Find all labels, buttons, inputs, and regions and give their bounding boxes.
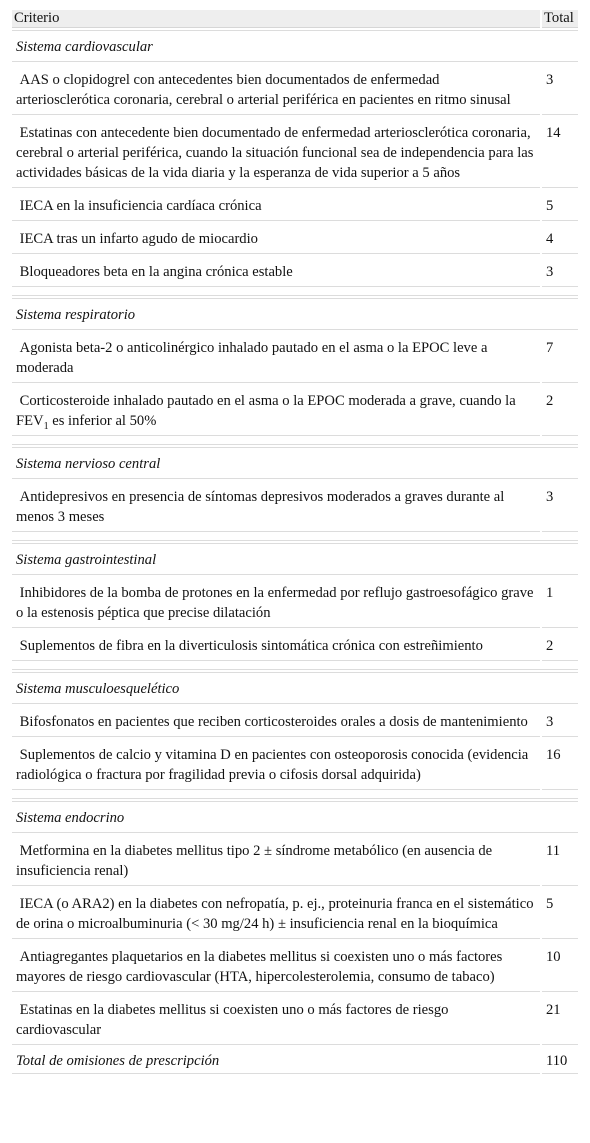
spacer-cell: [12, 289, 578, 296]
section-title: Sistema endocrino: [12, 801, 578, 833]
criterion-cell: [12, 481, 540, 532]
section-title: Sistema respiratorio: [12, 298, 578, 330]
table-row: [12, 941, 578, 992]
section-header-row: [12, 672, 578, 704]
spacer-cell: [12, 792, 578, 799]
criterion-text: Suplementos de calcio y vitamina D en pacientes con osteoporosis conocida (evidencia radiológica o fractura por fragilidad previa o cifosis dorsal adquirida): [16, 747, 529, 783]
total-cell: 11: [542, 835, 578, 886]
criterion-text: Corticosteroide inhalado pautado en el asma o la EPOC moderada a grave, cuando la FEV: [16, 393, 516, 429]
criterion-cell: [12, 385, 540, 436]
total-cell: 16: [542, 739, 578, 790]
total-cell: 5: [542, 888, 578, 939]
total-cell: 4: [542, 223, 578, 254]
table-row: [12, 117, 578, 188]
section-spacer: [12, 438, 578, 445]
total-cell: 14: [542, 117, 578, 188]
section-spacer: [12, 289, 578, 296]
criterion-text: Agonista beta-2 o anticolinérgico inhalado pautado en el asma o la EPOC leve a moderada: [16, 340, 488, 376]
table-row: [12, 64, 578, 115]
total-cell: 2: [542, 385, 578, 436]
criteria-table: [10, 8, 580, 1076]
total-cell: 3: [542, 64, 578, 115]
table-row: [12, 706, 578, 737]
table-row: [12, 223, 578, 254]
header-criterio: Criterio: [12, 10, 540, 28]
section-header-row: [12, 30, 578, 62]
table-row: [12, 481, 578, 532]
header-total: Total: [542, 10, 578, 28]
criterion-text: IECA en la insuficiencia cardíaca crónica: [19, 198, 262, 214]
criterion-cell: [12, 64, 540, 115]
total-cell: 7: [542, 332, 578, 383]
table-row: [12, 256, 578, 287]
table-row: [12, 630, 578, 661]
section-header-row: [12, 447, 578, 479]
total-cell: 21: [542, 994, 578, 1045]
total-cell: 3: [542, 706, 578, 737]
section-spacer: [12, 663, 578, 670]
spacer-cell: [12, 534, 578, 541]
criterion-text: Antiagregantes plaquetarios en la diabetes mellitus si coexisten uno o más factores mayores de riesgo cardiovascular (HTA, hipercolesterolemia, consumo de tabaco): [16, 949, 503, 985]
section-header-row: [12, 298, 578, 330]
table-row: [12, 385, 578, 436]
header-row: [12, 10, 578, 28]
total-label: Total de omisiones de prescripción: [12, 1047, 540, 1074]
section-spacer: [12, 792, 578, 799]
criterion-cell: [12, 994, 540, 1045]
section-header-row: [12, 801, 578, 833]
criterion-text: Inhibidores de la bomba de protones en la enfermedad por reflujo gastroesofágico grave o la estenosis péptica que precise dilatación: [16, 585, 534, 621]
criterion-cell: [12, 888, 540, 939]
criterion-cell: [12, 706, 540, 737]
criterion-text: Suplementos de fibra en la diverticulosis sintomática crónica con estreñimiento: [19, 638, 483, 654]
table-row: [12, 577, 578, 628]
total-cell: 1: [542, 577, 578, 628]
criterion-text: Estatinas con antecedente bien documentado de enfermedad arteriosclerótica coronaria, cerebral o arterial periférica, cuando la situación funcional sea de independencia para las actividades básicas de la vida diaria y la esperanza de vida superior a 5 años: [16, 125, 534, 181]
criterion-text: Metformina en la diabetes mellitus tipo 2 ± síndrome metabólico (en ausencia de insuficiencia renal): [16, 843, 493, 879]
section-header-row: [12, 543, 578, 575]
criterion-cell: [12, 117, 540, 188]
criterion-text: Bifosfonatos en pacientes que reciben corticosteroides orales a dosis de mantenimiento: [19, 714, 528, 730]
table-row: [12, 332, 578, 383]
section-title: Sistema nervioso central: [12, 447, 578, 479]
section-title: Sistema cardiovascular: [12, 30, 578, 62]
criterion-cell: [12, 577, 540, 628]
criterion-text: Bloqueadores beta en la angina crónica estable: [19, 264, 293, 280]
section-title: Sistema gastrointestinal: [12, 543, 578, 575]
total-row: [12, 1047, 578, 1074]
criterion-text: Antidepresivos en presencia de síntomas depresivos moderados a graves durante al menos 3 meses: [16, 489, 505, 525]
total-cell: 5: [542, 190, 578, 221]
criterion-cell: [12, 835, 540, 886]
criterion-cell: [12, 941, 540, 992]
total-cell: 2: [542, 630, 578, 661]
total-cell: 10: [542, 941, 578, 992]
criterion-cell: [12, 223, 540, 254]
criterion-cell: [12, 332, 540, 383]
total-cell: 3: [542, 256, 578, 287]
criterion-subscript: 1: [43, 420, 49, 432]
criterion-text: AAS o clopidogrel con antecedentes bien documentados de enfermedad arteriosclerótica coronaria, cerebral o arterial periférica en pacientes en ritmo sinusal: [16, 72, 511, 108]
table-row: [12, 739, 578, 790]
total-value: 110: [542, 1047, 578, 1074]
criterion-text: IECA (o ARA2) en la diabetes con nefropatía, p. ej., proteinuria franca en el sistemático de orina o microalbuminuria (< 30 mg/24 h) ± insuficiencia renal en la bioquímica: [16, 896, 534, 932]
spacer-cell: [12, 438, 578, 445]
table-row: [12, 835, 578, 886]
total-cell: 3: [542, 481, 578, 532]
spacer-cell: [12, 663, 578, 670]
criterion-cell: [12, 630, 540, 661]
table-body: [12, 30, 578, 1045]
criterion-cell: [12, 256, 540, 287]
criterion-text-after: es inferior al 50%: [48, 413, 157, 429]
criterion-text: Estatinas en la diabetes mellitus si coexisten uno o más factores de riesgo cardiovascular: [16, 1002, 449, 1038]
table-row: [12, 994, 578, 1045]
criterion-cell: [12, 190, 540, 221]
criterion-cell: [12, 739, 540, 790]
table-row: [12, 190, 578, 221]
table-row: [12, 888, 578, 939]
criterion-text: IECA tras un infarto agudo de miocardio: [19, 231, 258, 247]
section-title: Sistema musculoesquelético: [12, 672, 578, 704]
section-spacer: [12, 534, 578, 541]
